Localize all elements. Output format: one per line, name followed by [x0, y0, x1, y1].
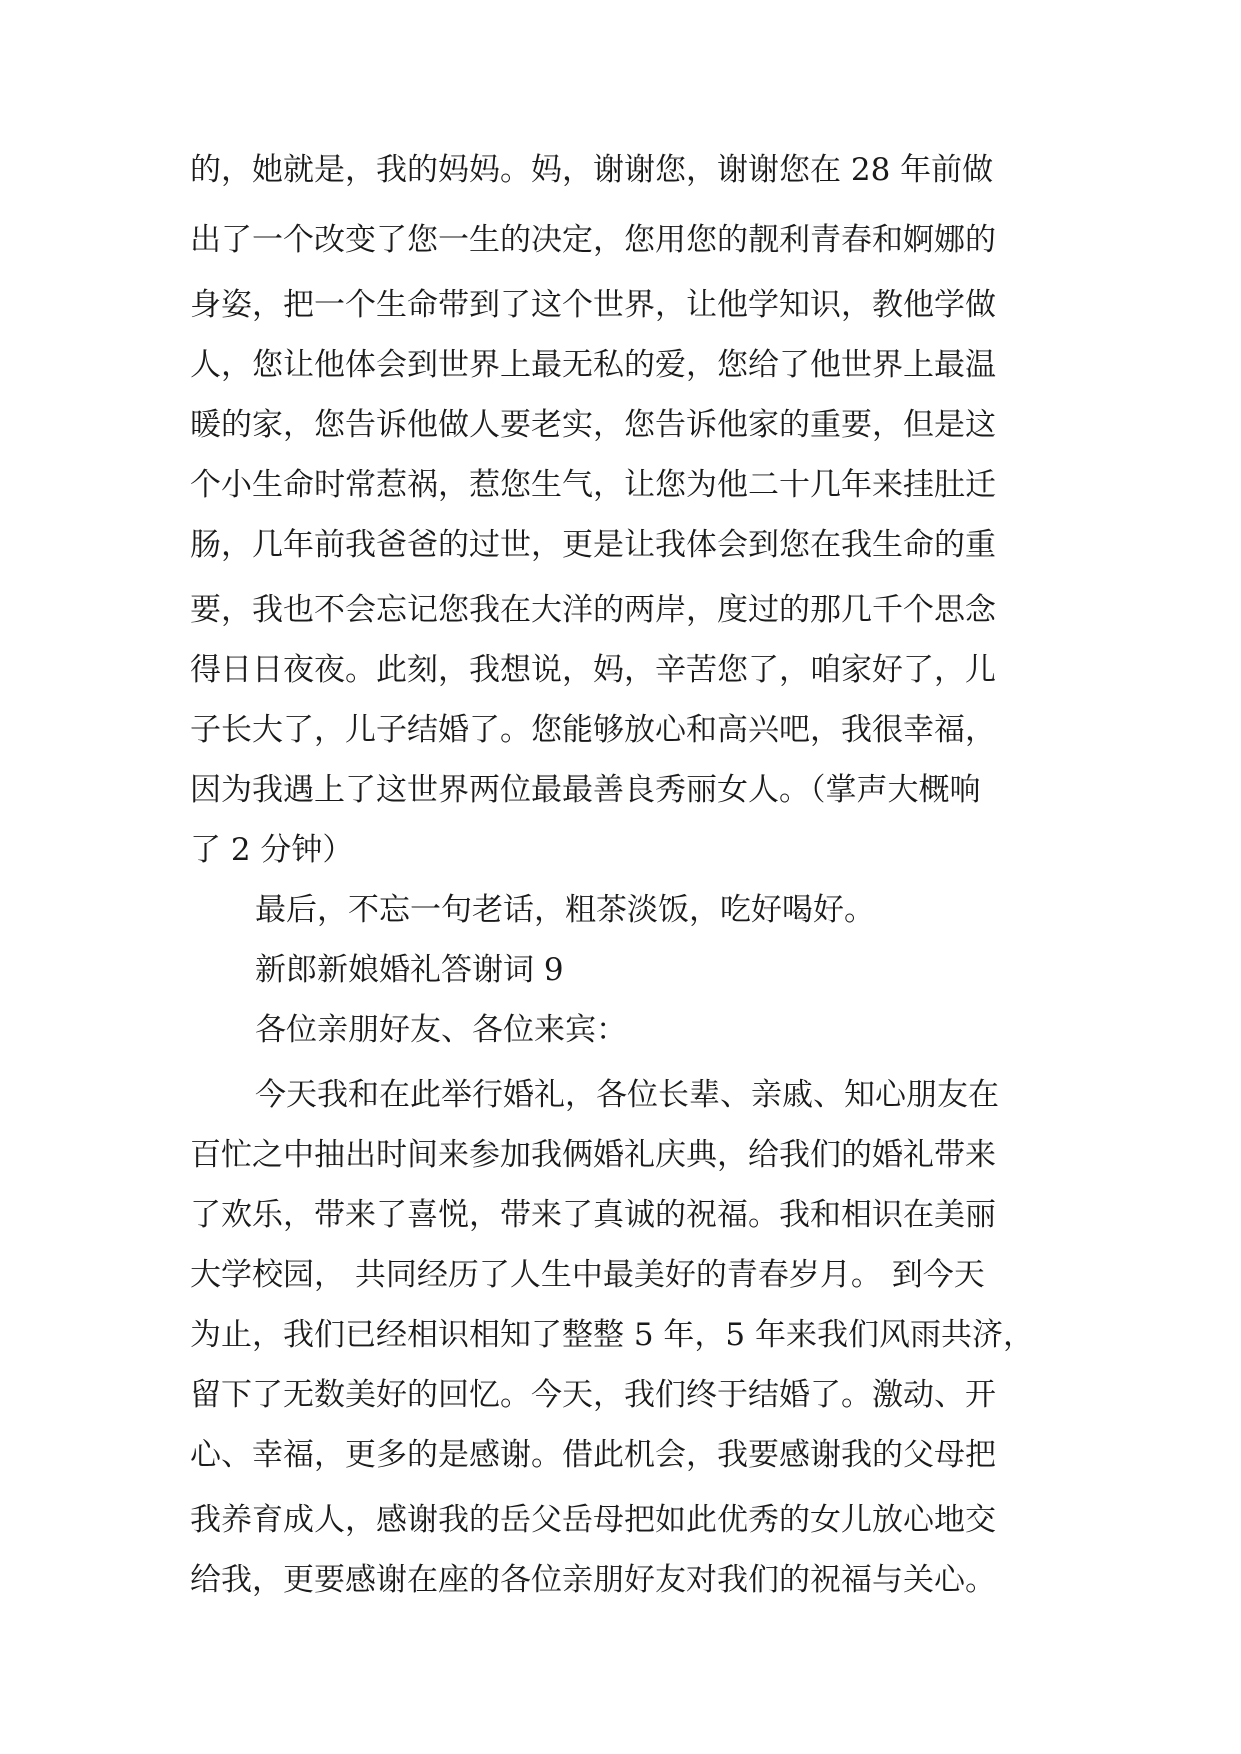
- section-heading: 新郎新娘婚礼答谢词 9: [255, 952, 564, 988]
- text-line: 为止，我们已经相识相知了整整 5 年，5 年来我们风雨共济，: [190, 1317, 1035, 1353]
- text-line: 出了一个改变了您一生的决定，您用您的靓利青春和婀娜的: [190, 222, 996, 258]
- text-line: 因为我遇上了这世界两位最最善良秀丽女人。（掌声大概响: [190, 772, 981, 808]
- text-line: 我养育成人，感谢我的岳父岳母把如此优秀的女儿放心地交: [190, 1502, 996, 1538]
- text-line: 百忙之中抽出时间来参加我俩婚礼庆典，给我们的婚礼带来: [190, 1137, 996, 1173]
- text-line: 大学校园， 共同经历了人生中最美好的青春岁月。 到今天: [190, 1257, 985, 1293]
- text-line: 的，她就是，我的妈妈。妈，谢谢您，谢谢您在 28 年前做: [190, 152, 994, 188]
- text-line: 身姿，把一个生命带到了这个世界，让他学知识，教他学做: [190, 287, 996, 323]
- text-line: 要，我也不会忘记您我在大洋的两岸，度过的那几千个思念: [190, 592, 996, 628]
- text-line: 肠，几年前我爸爸的过世，更是让我体会到您在我生命的重: [190, 527, 996, 563]
- text-line: 最后，不忘一句老话，粗茶淡饭，吃好喝好。: [255, 892, 875, 928]
- text-line: 留下了无数美好的回忆。今天，我们终于结婚了。激动、开: [190, 1377, 996, 1413]
- text-line: 了欢乐，带来了喜悦，带来了真诚的祝福。我和相识在美丽: [190, 1197, 996, 1233]
- text-line: 暖的家，您告诉他做人要老实，您告诉他家的重要，但是这: [190, 407, 996, 443]
- text-line: 个小生命时常惹祸，惹您生气，让您为他二十几年来挂肚迁: [190, 467, 996, 503]
- text-line: 得日日夜夜。此刻，我想说，妈，辛苦您了，咱家好了，儿: [190, 652, 996, 688]
- salutation: 各位亲朋好友、各位来宾：: [255, 1012, 627, 1048]
- text-line: 子长大了，儿子结婚了。您能够放心和高兴吧，我很幸福，: [190, 712, 996, 748]
- text-line: 人，您让他体会到世界上最无私的爱，您给了他世界上最温: [190, 347, 996, 383]
- text-line: 今天我和在此举行婚礼，各位长辈、亲戚、知心朋友在: [255, 1077, 999, 1113]
- text-line: 了 2 分钟）: [190, 832, 354, 868]
- text-line: 心、幸福，更多的是感谢。借此机会，我要感谢我的父母把: [190, 1437, 996, 1473]
- text-line: 给我，更要感谢在座的各位亲朋好友对我们的祝福与关心。: [190, 1562, 996, 1598]
